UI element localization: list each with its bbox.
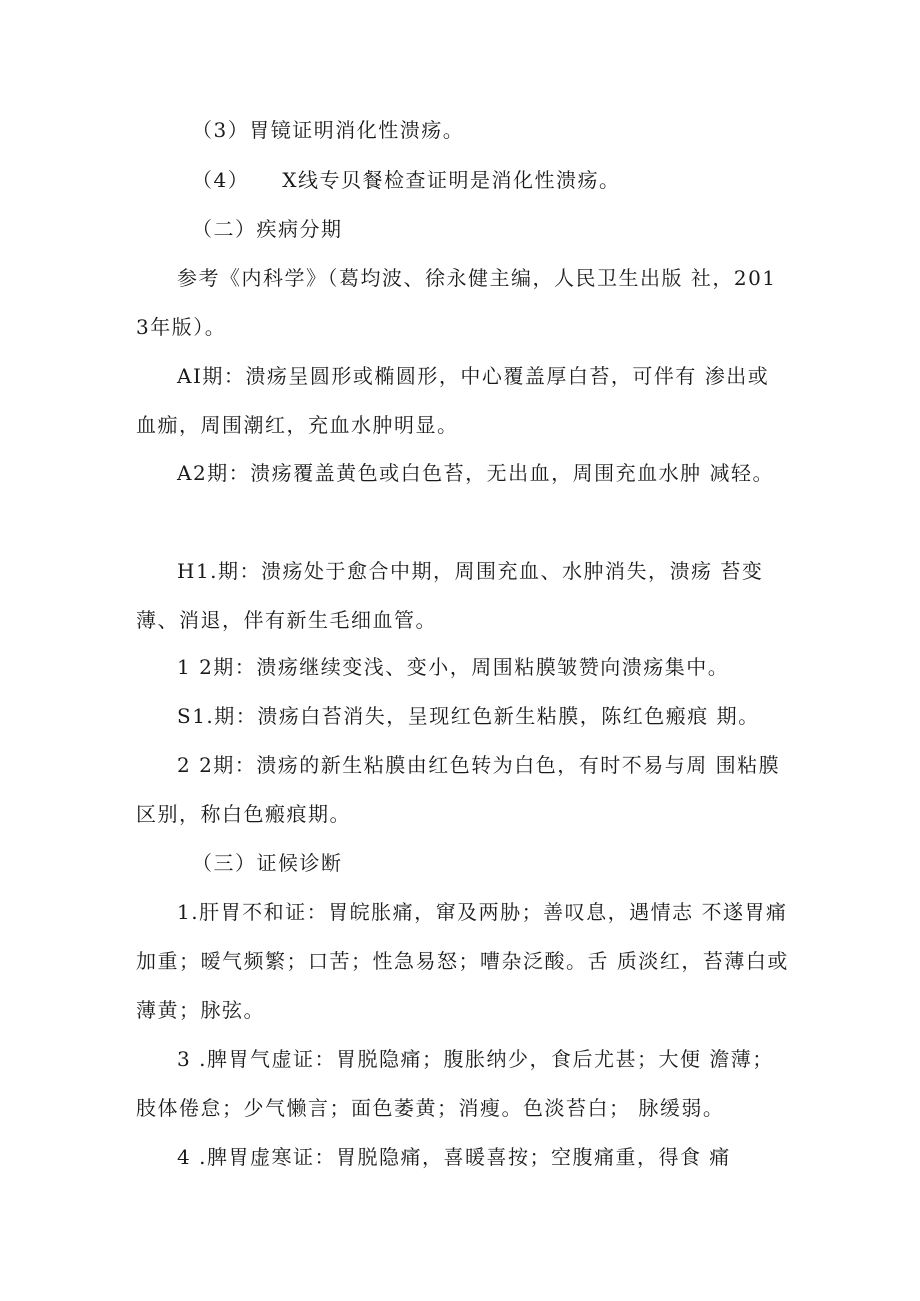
- stage-h1-paragraph: H1.期：溃疡处于愈合中期，周围充血、水肿消失，溃疡 苔变薄、消退，伴有新生毛细血管。: [136, 559, 764, 632]
- reference-paragraph: 参考《内科学》（葛均波、徐永健主编，人民卫生出版 社，2013年版）。: [136, 266, 777, 339]
- stage-s1-paragraph: S1.期：溃疡白苔消失，呈现红色新生粘膜，陈红色瘢痕 期。: [177, 704, 760, 728]
- criterion-3: （3）胃镜证明消化性溃疡。: [192, 118, 465, 142]
- section-heading-staging: （二）疾病分期: [192, 217, 343, 241]
- syndrome-3-paragraph: 3 .脾胃气虚证：胃脱隐痛；腹胀纳少，食后尤甚；大便 澹薄；肢体倦怠；少气懒言；面色萎黄；消瘦。色淡苔白； 脉缓弱。: [136, 1047, 774, 1120]
- section-heading-syndrome: （三）证候诊断: [192, 851, 343, 875]
- stage-a1-paragraph: AI期：溃疡呈圆形或椭圆形，中心覆盖厚白苔，可伴有 渗出或血痂，周围潮红，充血水肿明显。: [136, 364, 770, 437]
- stage-a2-paragraph: A2期：溃疡覆盖黄色或白色苔，无出血，周围充血水肿 减轻。: [177, 461, 775, 485]
- syndrome-1-paragraph: 1.肝胃不和证：胃皖胀痛，窜及两胁；善叹息，遇情志 不遂胃痛加重；暧气频繁；口苦；性急易怒；嘈杂泛酸。舌 质淡红，苔薄白或薄黄；脉弦。: [136, 900, 789, 1022]
- stage-s2-paragraph: 2 2期：溃疡的新生粘膜由红色转为白色，有时不易与周 围粘膜区别，称白色瘢痕期。: [136, 753, 781, 826]
- stage-h2-paragraph: 1 2期：溃疡继续变浅、变小，周围粘膜皱赞向溃疡集中。: [177, 655, 730, 679]
- syndrome-4-paragraph: 4 .脾胃虚寒证：胃脱隐痛，喜暖喜按；空腹痛重，得食 痛: [177, 1145, 731, 1169]
- criterion-4: （4） X线专贝餐检查证明是消化性溃疡。: [192, 168, 621, 192]
